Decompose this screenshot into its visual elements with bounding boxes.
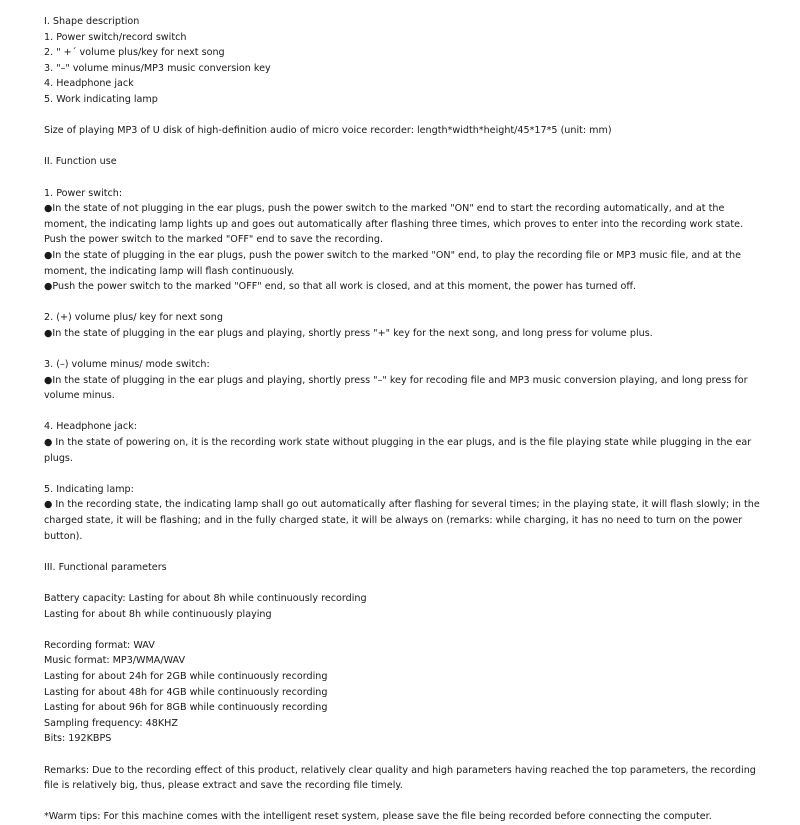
- shape-item-headphone-jack: 4. Headphone jack: [44, 78, 134, 90]
- spacer: [44, 575, 764, 591]
- size-description: Size of playing MP3 of U disk of high-definition audio of micro voice recorder: length*width*height/45*17*5 (unit: mm): [44, 125, 612, 137]
- headphone-jack-paragraph: ● In the state of powering on, it is the recording work state without plugging in the ear plugs, and is the file playing state while plugging in the ear plugs.: [44, 437, 752, 464]
- spacer: [44, 341, 764, 357]
- shape-item-volume-plus: 2. " +´ volume plus/key for next song: [44, 47, 225, 59]
- spacer: [44, 544, 764, 560]
- volume-minus-title: 3. (–) volume minus/ mode switch:: [44, 359, 210, 371]
- params-heading: III. Functional parameters: [44, 561, 167, 573]
- spacer: [44, 170, 764, 186]
- spec-music-format: Music format: MP3/WMA/WAV: [44, 655, 186, 667]
- function-heading: II. Function use: [44, 156, 117, 168]
- battery-playing: Lasting for about 8h while continuously playing: [44, 608, 272, 620]
- indicating-lamp-paragraph: ● In the recording state, the indicating lamp shall go out automatically after flashing for several times; in the playing state, it will flash slowly; in the charged state, it will be flashing; and in the fully charged state, it will be always on (remarks: while charging, it has no need to turn on the power button).: [44, 499, 760, 542]
- power-switch-title: 1. Power switch:: [44, 187, 123, 199]
- shape-heading: I. Shape description: [44, 16, 140, 27]
- spacer: [44, 747, 764, 763]
- volume-plus-paragraph: ●In the state of plugging in the ear plugs and playing, shortly press "+" key for the next song, and long press for volume plus.: [44, 327, 653, 339]
- shape-item-volume-minus: 3. "–" volume minus/MP3 music conversion key: [44, 62, 271, 74]
- spacer: [44, 404, 764, 420]
- shape-item-work-lamp: 5. Work indicating lamp: [44, 93, 158, 105]
- spacer: [44, 108, 764, 124]
- spacer: [44, 295, 764, 311]
- spec-8gb: Lasting for about 96h for 8GB while continuously recording: [44, 702, 328, 714]
- spacer: [44, 139, 764, 155]
- spec-2gb: Lasting for about 24h for 2GB while continuously recording: [44, 670, 328, 682]
- spacer: [44, 622, 764, 638]
- volume-minus-paragraph: ●In the state of plugging in the ear plugs and playing, shortly press "–" key for recoding file and MP3 music conversion playing, and long press for volume minus.: [44, 374, 748, 402]
- spec-recording-format: Recording format: WAV: [44, 639, 155, 651]
- spec-4gb: Lasting for about 48h for 4GB while continuously recording: [44, 686, 328, 698]
- spec-bits: Bits: 192KBPS: [44, 733, 112, 745]
- volume-plus-title: 2. (+) volume plus/ key for next song: [44, 312, 223, 324]
- spacer: [44, 794, 764, 810]
- headphone-jack-title: 4. Headphone jack:: [44, 421, 137, 433]
- shape-item-power-switch: 1. Power switch/record switch: [44, 31, 187, 43]
- battery-recording: Battery capacity: Lasting for about 8h while continuously recording: [44, 592, 367, 604]
- power-switch-paragraph-2: ●In the state of plugging in the ear plugs, push the power switch to the marked "ON" end, to play the recording file or MP3 music file, and at the moment, the indicating lamp will flash continuously.: [44, 249, 741, 277]
- indicating-lamp-title: 5. Indicating lamp:: [44, 483, 134, 495]
- remarks: Remarks: Due to the recording effect of this product, relatively clear quality and high parameters having reached the top parameters, the recording file is relatively big, thus, please extract and save the recording file timely.: [44, 764, 756, 792]
- spec-sampling-frequency: Sampling frequency: 48KHZ: [44, 717, 178, 729]
- power-switch-paragraph-3: ●Push the power switch to the marked "OFF" end, so that all work is closed, and at this moment, the power has turned off.: [44, 281, 637, 293]
- spacer: [44, 466, 764, 482]
- warm-tips: *Warm tips: For this machine comes with the intelligent reset system, please save the file being recorded before connecting the computer.: [44, 811, 712, 823]
- power-switch-paragraph-1: ●In the state of not plugging in the ear plugs, push the power switch to the marked "ON" end to start the recording automatically, and at the moment, the indicating lamp lights up and goes out automatically after flashing three times, which proves to enter into the recording work state. Push the power switch to the marked "OFF" end to save the recording.: [44, 203, 744, 246]
- document: [44, 14, 764, 825]
